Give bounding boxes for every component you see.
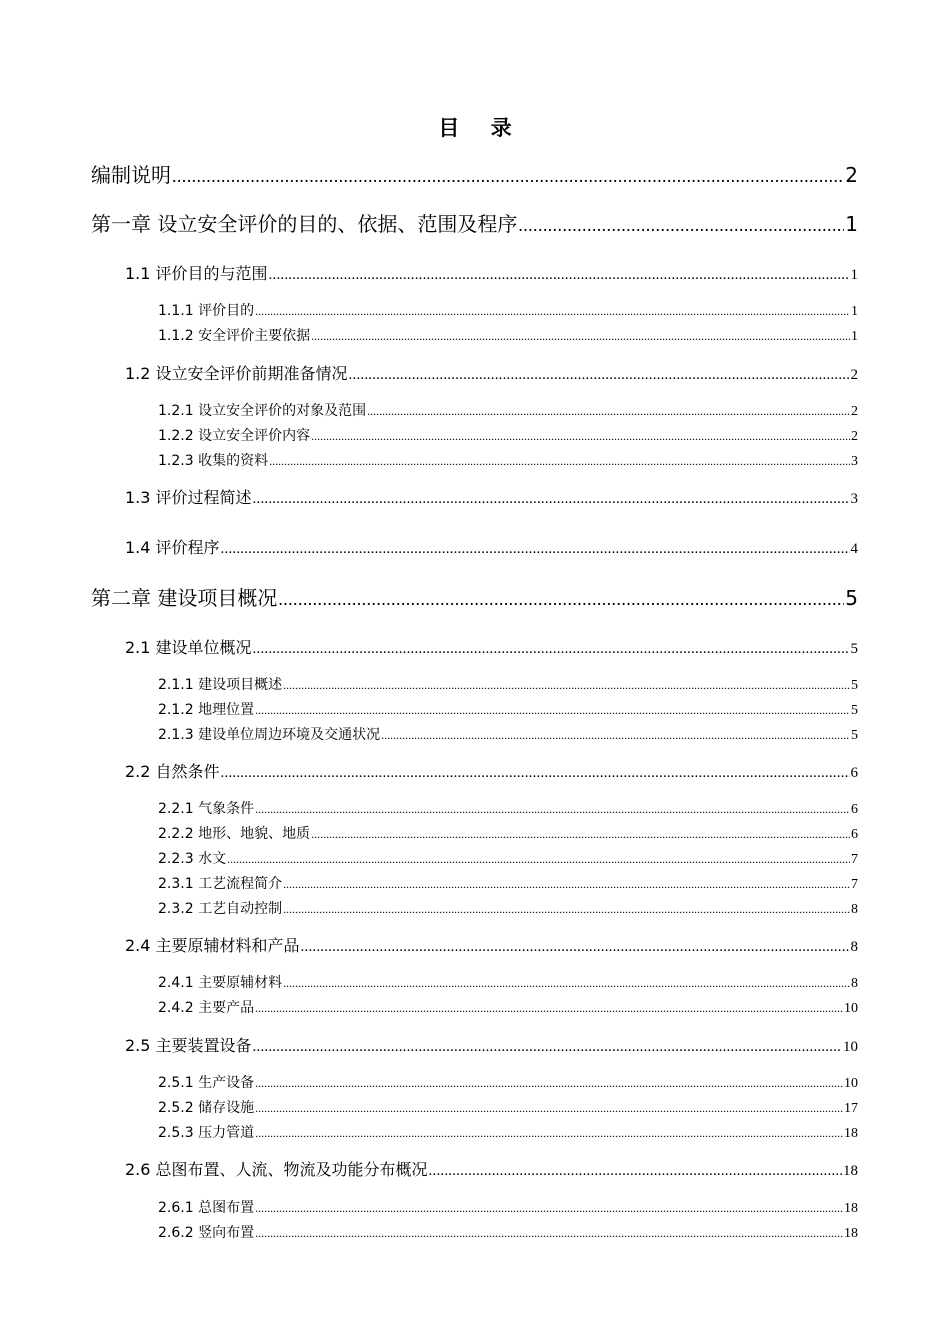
toc-entry-page-number: 6 bbox=[850, 765, 858, 781]
toc-entry[interactable] bbox=[158, 899, 858, 919]
toc-entry[interactable] bbox=[158, 1198, 858, 1218]
toc-leader-dots bbox=[283, 874, 850, 894]
toc-entry[interactable] bbox=[158, 824, 858, 844]
toc-entry[interactable] bbox=[158, 725, 858, 745]
toc-leader-dots bbox=[518, 210, 844, 240]
toc-leader-dots bbox=[255, 1073, 843, 1093]
toc-entry-page-number: 17 bbox=[844, 1101, 858, 1116]
toc-entry-label: 1.2.3 收集的资料 bbox=[158, 453, 269, 469]
toc-entry-page-number: 1 bbox=[851, 329, 858, 344]
toc-entry-page-number: 8 bbox=[851, 902, 858, 917]
toc-leader-dots bbox=[278, 584, 844, 614]
toc-entry-label: 2.3.2 工艺自动控制 bbox=[158, 901, 283, 917]
toc-leader-dots bbox=[255, 1223, 843, 1243]
toc-entry-page-number: 5 bbox=[850, 641, 858, 657]
toc-entry-label: 2.4.2 主要产品 bbox=[158, 1000, 255, 1016]
toc-entry-page-number: 2 bbox=[845, 163, 858, 187]
toc-entry[interactable] bbox=[158, 451, 858, 471]
toc-title: 目 录 bbox=[438, 116, 524, 140]
toc-entry[interactable] bbox=[158, 326, 858, 346]
toc-entry-page-number: 3 bbox=[850, 491, 858, 507]
toc-entry-label: 2.4 主要原辅材料和产品 bbox=[125, 936, 300, 955]
toc-leader-dots bbox=[367, 401, 850, 421]
toc-leader-dots bbox=[255, 700, 850, 720]
toc-leader-dots bbox=[221, 537, 850, 561]
toc-leader-dots bbox=[253, 487, 850, 511]
toc-leader-dots bbox=[381, 725, 850, 745]
toc-leader-dots bbox=[255, 301, 850, 321]
toc-entry-label: 1.1.1 评价目的 bbox=[158, 303, 255, 319]
toc-entry-page-number: 6 bbox=[851, 802, 858, 817]
toc-leader-dots bbox=[255, 1123, 843, 1143]
toc-entry-label: 1.3 评价过程简述 bbox=[125, 488, 252, 507]
toc-entry-label: 2.1.2 地理位置 bbox=[158, 702, 255, 718]
toc-leader-dots bbox=[349, 363, 850, 387]
toc-entry[interactable] bbox=[125, 536, 858, 560]
toc-entry-label: 1.1 评价目的与范围 bbox=[125, 264, 268, 283]
toc-leader-dots bbox=[253, 637, 850, 661]
toc-entry-label: 1.1.2 安全评价主要依据 bbox=[158, 328, 311, 344]
toc-entry-label: 1.4 评价程序 bbox=[125, 538, 220, 557]
toc-leader-dots bbox=[255, 998, 843, 1018]
toc-leader-dots bbox=[311, 426, 850, 446]
toc-entry[interactable] bbox=[158, 874, 858, 894]
toc-entry-label: 2.5.1 生产设备 bbox=[158, 1075, 255, 1091]
toc-entry-page-number: 10 bbox=[844, 1076, 858, 1091]
toc-leader-dots bbox=[283, 973, 850, 993]
toc-entry-page-number: 10 bbox=[843, 1039, 858, 1055]
toc-entry[interactable] bbox=[125, 760, 858, 784]
toc-entry-label: 2.2.2 地形、地貌、地质 bbox=[158, 826, 311, 842]
toc-entry[interactable] bbox=[125, 362, 858, 386]
toc-entry-label: 2.6.2 竖向布置 bbox=[158, 1225, 255, 1241]
toc-leader-dots bbox=[255, 799, 850, 819]
toc-entry-page-number: 4 bbox=[850, 541, 858, 557]
toc-entry[interactable] bbox=[125, 262, 858, 286]
toc-leader-dots bbox=[301, 935, 850, 959]
toc-entry-page-number: 10 bbox=[844, 1001, 858, 1016]
toc-leader-dots bbox=[283, 899, 850, 919]
toc-entry-page-number: 18 bbox=[844, 1126, 858, 1141]
toc-leader-dots bbox=[255, 1098, 843, 1118]
toc-entry-page-number: 2 bbox=[851, 404, 858, 419]
toc-entry-label: 2.6.1 总图布置 bbox=[158, 1200, 255, 1216]
toc-leader-dots bbox=[283, 675, 850, 695]
toc-entry-page-number: 5 bbox=[851, 728, 858, 743]
toc-leader-dots bbox=[429, 1159, 842, 1183]
toc-entry[interactable] bbox=[125, 636, 858, 660]
toc-entry-label: 2.3.1 工艺流程简介 bbox=[158, 876, 283, 892]
toc-leader-dots bbox=[253, 1035, 842, 1059]
toc-leader-dots bbox=[269, 451, 850, 471]
toc-entry-label: 2.2.3 水文 bbox=[158, 851, 227, 867]
toc-entry-label: 1.2 设立安全评价前期准备情况 bbox=[125, 364, 348, 383]
toc-entry[interactable] bbox=[158, 799, 858, 819]
toc-entry[interactable] bbox=[91, 209, 858, 239]
toc-entry[interactable] bbox=[125, 1034, 858, 1058]
toc-entry[interactable] bbox=[91, 160, 858, 190]
toc-entry-page-number: 5 bbox=[851, 703, 858, 718]
toc-entry[interactable] bbox=[158, 675, 858, 695]
toc-entry-label: 2.1.3 建设单位周边环境及交通状况 bbox=[158, 727, 381, 743]
toc-entry-label: 2.5 主要装置设备 bbox=[125, 1036, 252, 1055]
toc-entry-label: 第一章 设立安全评价的目的、依据、范围及程序 bbox=[91, 212, 518, 236]
toc-entry-label: 第二章 建设项目概况 bbox=[91, 586, 278, 610]
toc-leader-dots bbox=[221, 761, 850, 785]
toc-entry[interactable] bbox=[158, 1123, 858, 1143]
toc-entry-label: 2.4.1 主要原辅材料 bbox=[158, 975, 283, 991]
toc-entry-page-number: 18 bbox=[844, 1226, 858, 1241]
toc-entry-page-number: 7 bbox=[851, 852, 858, 867]
toc-entry[interactable] bbox=[158, 1073, 858, 1093]
toc-entry[interactable] bbox=[158, 849, 858, 869]
toc-entry-page-number: 1 bbox=[851, 304, 858, 319]
toc-entry-label: 2.5.2 储存设施 bbox=[158, 1100, 255, 1116]
toc-entry-page-number: 6 bbox=[851, 827, 858, 842]
toc-entry-label: 1.2.1 设立安全评价的对象及范围 bbox=[158, 403, 367, 419]
toc-entry[interactable] bbox=[125, 486, 858, 510]
toc-entry-page-number: 2 bbox=[850, 367, 858, 383]
toc-entry-label: 2.2 自然条件 bbox=[125, 762, 220, 781]
toc-entry-page-number: 18 bbox=[843, 1163, 858, 1179]
toc-entry-label: 1.2.2 设立安全评价内容 bbox=[158, 428, 311, 444]
toc-entry-page-number: 8 bbox=[850, 939, 858, 955]
toc-entry-label: 2.1 建设单位概况 bbox=[125, 638, 252, 657]
toc-entry[interactable] bbox=[158, 1223, 858, 1243]
toc-entry-page-number: 1 bbox=[850, 267, 858, 283]
toc-entry-page-number: 2 bbox=[851, 429, 858, 444]
toc-leader-dots bbox=[311, 326, 850, 346]
toc-entry[interactable] bbox=[158, 998, 858, 1018]
toc-entry-label: 2.2.1 气象条件 bbox=[158, 801, 255, 817]
toc-entry-page-number: 18 bbox=[844, 1201, 858, 1216]
toc-entry[interactable] bbox=[158, 401, 858, 421]
toc-entry[interactable] bbox=[158, 973, 858, 993]
toc-leader-dots bbox=[269, 263, 850, 287]
toc-entry[interactable] bbox=[125, 934, 858, 958]
toc-leader-dots bbox=[227, 849, 850, 869]
toc-entry[interactable] bbox=[158, 301, 858, 321]
toc-entry-page-number: 3 bbox=[851, 454, 858, 469]
toc-entry[interactable] bbox=[125, 1158, 858, 1182]
toc-entry-label: 2.1.1 建设项目概述 bbox=[158, 677, 283, 693]
toc-leader-dots bbox=[172, 161, 844, 191]
toc-entry-page-number: 5 bbox=[845, 586, 858, 610]
toc-leader-dots bbox=[255, 1198, 843, 1218]
toc-entry-page-number: 1 bbox=[845, 212, 858, 236]
toc-entry[interactable] bbox=[158, 1098, 858, 1118]
toc-entry-page-number: 5 bbox=[851, 678, 858, 693]
toc-entry-label: 2.5.3 压力管道 bbox=[158, 1125, 255, 1141]
toc-leader-dots bbox=[311, 824, 850, 844]
toc-entry[interactable] bbox=[158, 426, 858, 446]
toc-entry-page-number: 7 bbox=[851, 877, 858, 892]
toc-entry[interactable] bbox=[158, 700, 858, 720]
toc-entry[interactable] bbox=[91, 583, 858, 613]
toc-entry-label: 2.6 总图布置、人流、物流及功能分布概况 bbox=[125, 1160, 428, 1179]
toc-entry-page-number: 8 bbox=[851, 976, 858, 991]
toc-entry-label: 编制说明 bbox=[91, 163, 171, 187]
